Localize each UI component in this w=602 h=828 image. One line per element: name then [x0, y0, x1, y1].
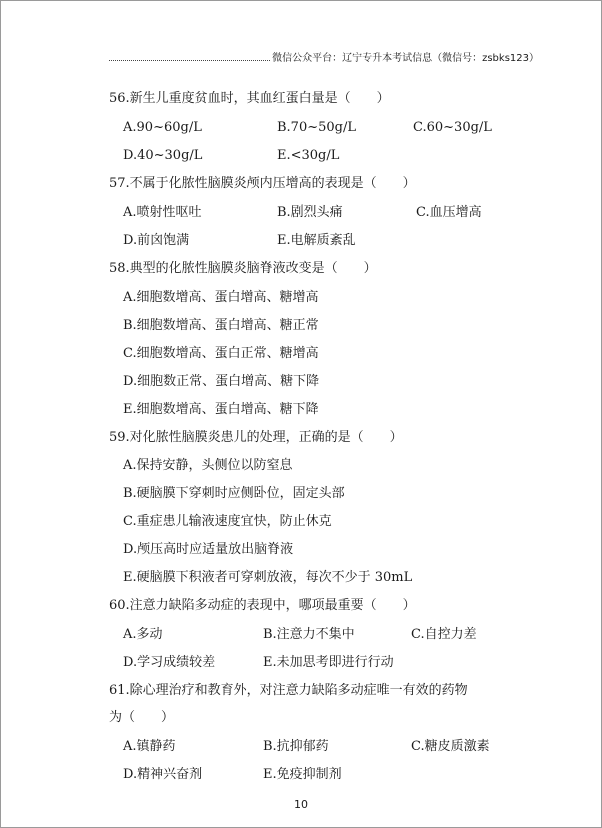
- question-61-option-c: C.糖皮质激素: [411, 739, 490, 754]
- question-59-option-d: D.颅压高时应适量放出脑脊液: [123, 542, 294, 557]
- question-60-stem: 60.注意力缺陷多动症的表现中，哪项最重要（ ）: [109, 598, 416, 613]
- question-61-option-a: A.镇静药: [123, 739, 176, 754]
- question-61-option-b: B.抗抑郁药: [263, 739, 329, 754]
- question-58-option-b: B.细胞数增高、蛋白增高、糖正常: [123, 318, 319, 333]
- question-61-option-d: D.精神兴奋剂: [123, 767, 203, 782]
- header-dotted-leader: [109, 60, 270, 61]
- page-number: 10: [294, 798, 308, 811]
- header-source-text: 微信公众平台：辽宁专升本考试信息（微信号：zsbks123）: [272, 53, 539, 64]
- question-57-stem: 57.不属于化脓性脑膜炎颅内压增高的表现是（ ）: [109, 176, 416, 191]
- question-60-option-c: C.自控力差: [411, 627, 477, 642]
- page-header: [109, 51, 539, 67]
- question-57-option-b: B.剧烈头痛: [277, 205, 343, 220]
- question-58-option-a: A.细胞数增高、蛋白增高、糖增高: [123, 290, 319, 305]
- question-57-option-a: A.喷射性呕吐: [123, 205, 202, 220]
- question-56-option-e: E.<30g/L: [277, 148, 340, 163]
- question-58-option-c: C.细胞数增高、蛋白正常、糖增高: [123, 346, 319, 361]
- question-58-option-d: D.细胞数正常、蛋白增高、糖下降: [123, 374, 320, 389]
- question-56-option-c: C.60~30g/L: [413, 120, 492, 135]
- question-57-option-e: E.电解质紊乱: [277, 233, 356, 248]
- question-56-option-a: A.90~60g/L: [123, 120, 202, 135]
- question-59-option-a: A.保持安静，头侧位以防窒息: [123, 458, 293, 473]
- question-60-option-e: E.未加思考即进行行动: [263, 655, 394, 670]
- question-61-stem: 61.除心理治疗和教育外，对注意力缺陷多动症唯一有效的药物: [109, 683, 468, 698]
- question-56-option-b: B.70~50g/L: [277, 120, 356, 135]
- question-60-option-b: B.注意力不集中: [263, 627, 355, 642]
- question-56-stem: 56.新生儿重度贫血时，其血红蛋白量是（ ）: [109, 91, 390, 106]
- question-59-stem: 59.对化脓性脑膜炎患儿的处理，正确的是（ ）: [109, 430, 403, 445]
- question-60-option-a: A.多动: [123, 627, 163, 642]
- question-58-option-e: E.细胞数增高、蛋白增高、糖下降: [123, 402, 319, 417]
- question-57-option-c: C.血压增高: [416, 205, 482, 220]
- question-59-option-e: E.硬脑膜下积液者可穿刺放液，每次不少于 30mL: [123, 570, 413, 585]
- question-59-option-b: B.硬脑膜下穿刺时应侧卧位，固定头部: [123, 486, 345, 501]
- question-59-option-c: C.重症患儿输液速度宜快，防止休克: [123, 514, 332, 529]
- question-60-option-d: D.学习成绩较差: [123, 655, 216, 670]
- question-57-option-d: D.前囟饱满: [123, 233, 190, 248]
- question-58-stem: 58.典型的化脓性脑膜炎脑脊液改变是（ ）: [109, 261, 377, 276]
- question-61-stem-continued: 为（ ）: [109, 710, 175, 725]
- question-61-option-e: E.免疫抑制剂: [263, 767, 342, 782]
- question-56-option-d: D.40~30g/L: [123, 148, 203, 163]
